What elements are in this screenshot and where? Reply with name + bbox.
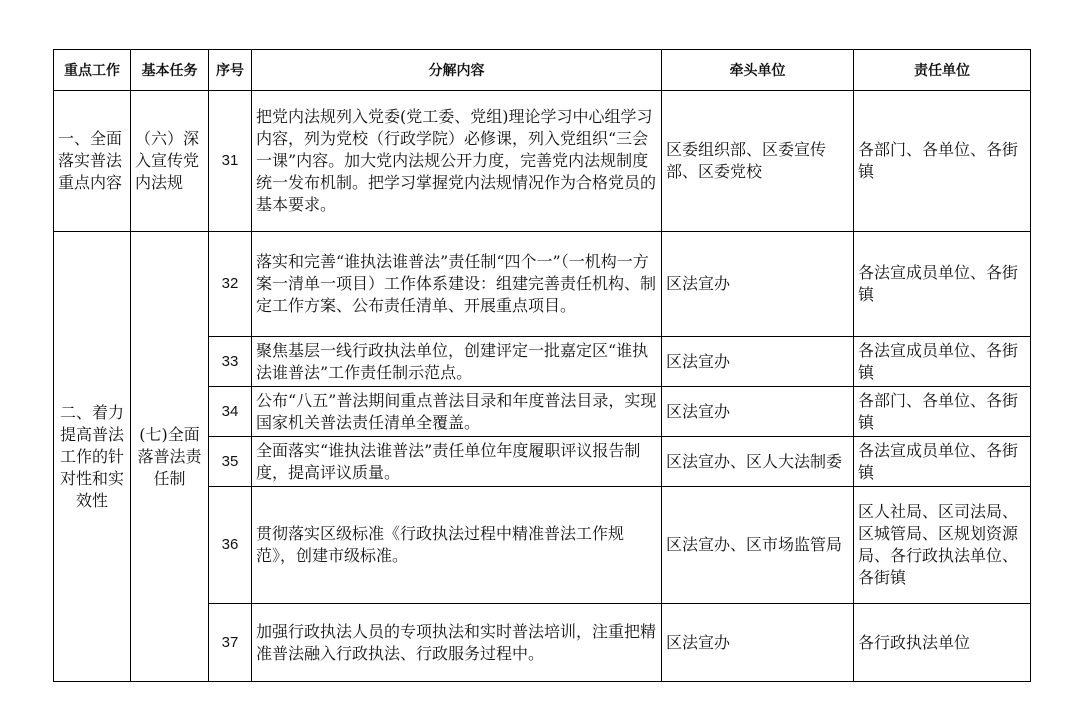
seq-cell: 33	[209, 337, 252, 387]
lead-unit-cell: 区法宣办	[662, 337, 854, 387]
resp-unit-cell: 各法宣成员单位、各街镇	[854, 337, 1031, 387]
resp-unit-cell: 各法宣成员单位、各街镇	[854, 232, 1031, 337]
header-seq: 序号	[209, 50, 252, 91]
table-row	[54, 91, 1031, 232]
header-resp-unit: 责任单位	[854, 50, 1031, 91]
header-row	[54, 50, 1031, 91]
content-cell: 全面落实“谁执法谁普法”责任单位年度履职评议报告制度，提高评议质量。	[252, 437, 662, 487]
header-key-work: 重点工作	[54, 50, 131, 91]
resp-unit-cell: 各行政执法单位	[854, 604, 1031, 682]
lead-unit-cell: 区法宣办	[662, 387, 854, 437]
lead-unit-cell: 区法宣办	[662, 604, 854, 682]
content-cell: 把党内法规列入党委(党工委、党组)理论学习中心组学习内容，列为党校（行政学院）必修课，列入党组织“三会一课”内容。加大党内法规公开力度，完善党内法规制度统一发布机制。把学习掌握党内法规情况作为合格党员的基本要求。	[252, 91, 662, 232]
header-content: 分解内容	[252, 50, 662, 91]
lead-unit-cell: 区法宣办、区人大法制委	[662, 437, 854, 487]
seq-cell: 36	[209, 487, 252, 604]
content-cell: 加强行政执法人员的专项执法和实时普法培训，注重把精准普法融入行政执法、行政服务过程中。	[252, 604, 662, 682]
table-row	[54, 232, 1031, 337]
content-cell: 贯彻落实区级标准《行政执法过程中精准普法工作规范》，创建市级标准。	[252, 487, 662, 604]
lead-unit-cell: 区法宣办、区市场监管局	[662, 487, 854, 604]
basic-task-cell: (七)全面落普法责任制	[131, 232, 209, 682]
seq-cell: 34	[209, 387, 252, 437]
seq-cell: 31	[209, 91, 252, 232]
header-basic-task: 基本任务	[131, 50, 209, 91]
resp-unit-cell: 各部门、各单位、各街镇	[854, 387, 1031, 437]
lead-unit-cell: 区法宣办	[662, 232, 854, 337]
key-work-cell: 二、着力提高普法工作的针对性和实效性	[54, 232, 131, 682]
lead-unit-cell: 区委组织部、区委宣传部、区委党校	[662, 91, 854, 232]
resp-unit-cell: 各部门、各单位、各街镇	[854, 91, 1031, 232]
seq-cell: 37	[209, 604, 252, 682]
content-cell: 聚焦基层一线行政执法单位，创建评定一批嘉定区“谁执法谁普法”工作责任制示范点。	[252, 337, 662, 387]
task-table	[53, 49, 1031, 682]
resp-unit-cell: 区人社局、区司法局、区城管局、区规划资源局、各行政执法单位、各街镇	[854, 487, 1031, 604]
seq-cell: 35	[209, 437, 252, 487]
header-lead-unit: 牵头单位	[662, 50, 854, 91]
seq-cell: 32	[209, 232, 252, 337]
resp-unit-cell: 各法宣成员单位、各街镇	[854, 437, 1031, 487]
content-cell: 公布“八五”普法期间重点普法目录和年度普法目录，实现国家机关普法责任清单全覆盖。	[252, 387, 662, 437]
key-work-cell: 一、全面落实普法重点内容	[54, 91, 131, 232]
content-cell: 落实和完善“谁执法谁普法”责任制“四个一”（一机构一方案一清单一项目）工作体系建设：组建完善责任机构、制定工作方案、公布责任清单、开展重点项目。	[252, 232, 662, 337]
basic-task-cell: （六）深入宣传党内法规	[131, 91, 209, 232]
